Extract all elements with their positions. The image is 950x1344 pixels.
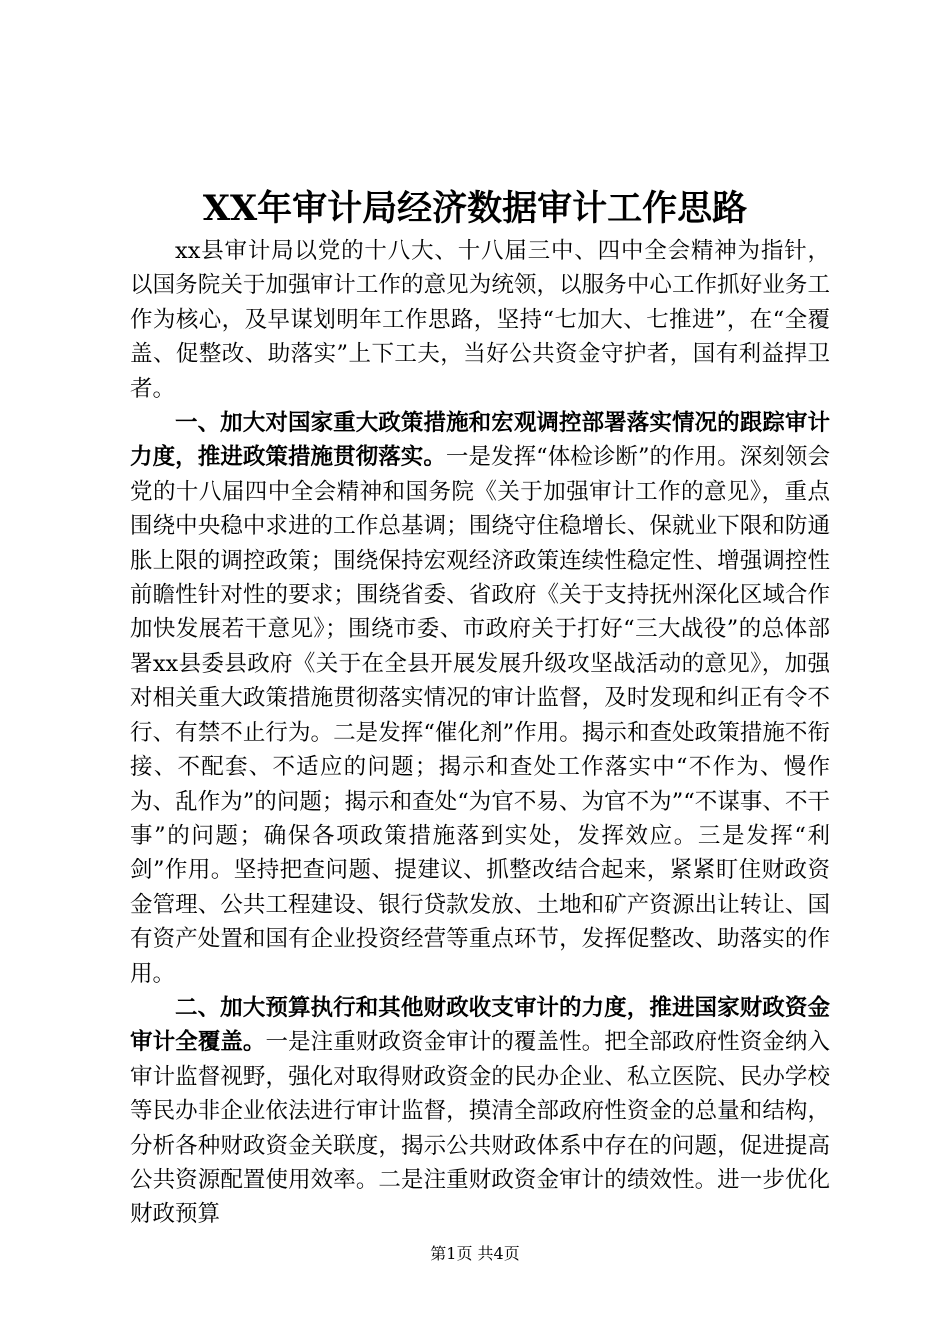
section-body-2: 一是注重财政资金审计的覆盖性。把全部政府性资金纳入审计监督视野，强化对取得财政资金的民办企业、私立医院、民办学校等民办非企业依法进行审计监督，摸清全部政府性资金的总量和结构，分析各种财政资金关联度，揭示公共财政体系中存在的问题，促进提高公共资源配置使用效率。二是注重财政资金审计的绩效性。进一步优化财政预算 [130,1029,830,1228]
section-heading-1: 一、加大对国家重大政策措施和宏观调控部署落实情况的跟踪审计力度，推进政策措施贯彻落实。 [130,410,830,471]
section-heading-2: 二、加大预算执行和其他财政收支审计的力度，推进国家财政资金审计全覆盖。 [130,994,830,1056]
page-footer: 第1页 共4页 [430,1244,520,1263]
section-paragraph-1 [130,406,830,991]
section-paragraph-2 [130,991,830,1232]
document-body [130,234,830,1232]
intro-paragraph: xx县审计局以党的十八大、十八届三中、四中全会精神为指针，以国务院关于加强审计工作的意见为统领，以服务中心工作抓好业务工作为核心，及早谋划明年工作思路，坚持“七加大、七推进”，在“全覆盖、促整改、助落实”上下工夫，当好公共资金守护者，国有利益捍卫者。 [130,238,830,402]
section-body-1: 一是发挥“体检诊断”的作用。深刻领会党的十八届四中全会精神和国务院《关于加强审计工作的意见》，重点围绕中央稳中求进的工作总基调；围绕守住稳增长、保就业下限和防通胀上限的调控政策；围绕保持宏观经济政策连续性稳定性、增强调控性前瞻性针对性的要求；围绕省委、省政府《关于支持抚州深化区域合作加快发展若干意见》；围绕市委、市政府关于打好“三大战役”的总体部署xx县委县政府《关于在全县开展发展升级攻坚战活动的意见》，加强对相关重大政策措施贯彻落实情况的审计监督，及时发现和纠正有令不行、有禁不止行为。二是发挥“催化剂”作用。揭示和查处政策措施不衔接、不配套、不适应的问题；揭示和查处工作落实中“不作为、慢作为、乱作为”的问题；揭示和查处“为官不易、为官不为”“不谋事、不干事”的问题；确保各项政策措施落到实处，发挥效应。三是发挥“利剑”作用。坚持把查问题、提建议、抓整改结合起来，紧紧盯住财政资金管理、公共工程建设、银行贷款发放、土地和矿产资源出让转让、国有资产处置和国有企业投资经营等重点环节，发挥促整改、助落实的作用。 [130,444,830,987]
document-title: XX年审计局经济数据审计工作思路 [202,188,748,229]
